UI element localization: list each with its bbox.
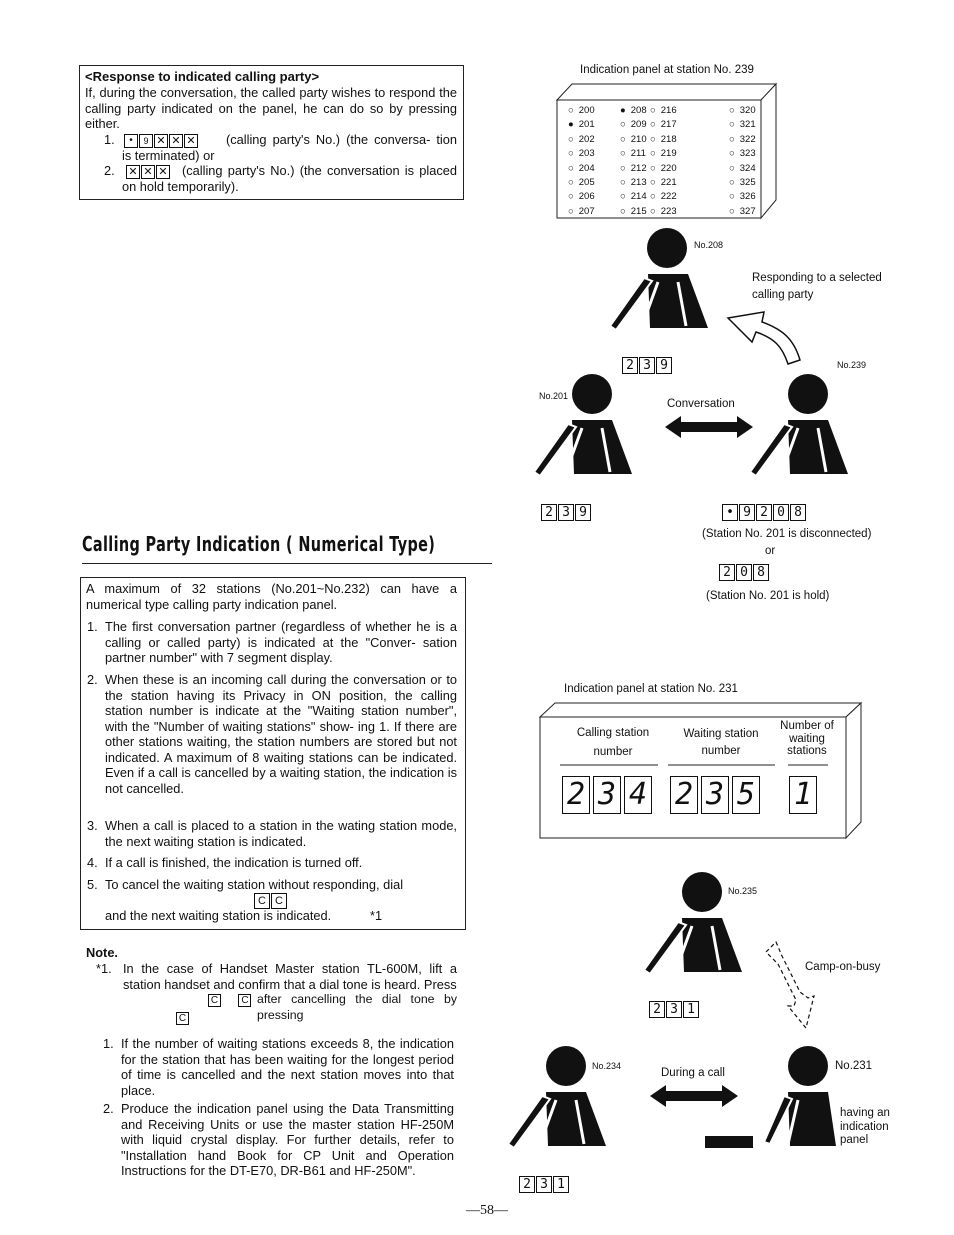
panel-lamp-item [729, 190, 756, 204]
count-digit [789, 776, 820, 814]
lamp-lit-icon: ● [568, 119, 574, 131]
x-key-icon: ✕ [141, 165, 155, 179]
lamp-number: 327 [739, 205, 756, 217]
key-digit: 9 [575, 504, 591, 521]
key-digit: 2 [719, 564, 735, 581]
page-number: —58— [466, 1203, 508, 1218]
lamp-icon: ○ [568, 148, 574, 160]
lamp-number: 211 [630, 148, 646, 160]
c-key-icon: C [238, 994, 251, 1007]
lamp-icon: ○ [729, 119, 735, 131]
lamp-number: 212 [630, 162, 647, 174]
lamp-number: 326 [739, 191, 756, 203]
lamp-number: 218 [660, 133, 677, 145]
lamp-number: 204 [578, 162, 595, 174]
key-digit: 3 [639, 357, 655, 374]
key-digit: 2 [649, 1001, 665, 1018]
conversation-label: Conversation [667, 398, 735, 410]
lamp-icon: ○ [650, 105, 656, 116]
key-digit: 2 [622, 357, 638, 374]
lamp-icon: ○ [620, 148, 626, 160]
top-panel-caption: Indication panel at station No. 239 [580, 64, 754, 76]
station-234-label: No.234 [592, 1061, 622, 1071]
key-digit: 3 [558, 504, 574, 521]
lamp-icon: ○ [568, 177, 574, 188]
key-digit: 0 [736, 564, 752, 581]
lamp-number: 201 [578, 119, 595, 131]
key-digit: 8 [753, 564, 769, 581]
lamp-icon: ○ [729, 205, 735, 217]
panel-lamp-item [729, 205, 756, 219]
note-star-text-a: In the case of Handset Master station TL-600M, lift a station handset and confirm that a dial tone is heard. Press [123, 961, 457, 992]
curved-arrow-icon [722, 296, 812, 368]
lamp-icon: ○ [729, 177, 735, 188]
lamp-number: 200 [578, 105, 595, 116]
lamp-icon: ○ [620, 205, 626, 217]
item5-tail: and the next waiting station is indicated. [105, 908, 332, 923]
panel-lamp-item [650, 133, 677, 147]
panel-lamp-item [729, 176, 756, 190]
lamp-icon: ○ [729, 148, 735, 160]
lamp-number: 223 [660, 205, 677, 217]
col-count-label: Number of waiting stations [780, 720, 834, 757]
hold-caption: (Station No. 201 is hold) [706, 590, 830, 602]
x-key-icon: ✕ [184, 134, 198, 148]
lamp-icon: ○ [650, 162, 656, 174]
lamp-icon: ○ [620, 191, 626, 203]
panel-lamp-item [620, 118, 647, 132]
dot-key-icon: • [124, 134, 138, 148]
key-digit: 1 [553, 1176, 569, 1193]
person-239-icon [748, 372, 858, 482]
panel-lamp-item [568, 205, 595, 219]
lamp-icon: ○ [620, 162, 626, 174]
x-key-icon: ✕ [154, 134, 168, 148]
response-item2-text: (calling party's No.) (the conversation is placed on hold temporarily). [122, 163, 457, 194]
lamp-icon: ○ [620, 119, 626, 131]
section-item-text: To cancel the waiting station without responding, dial [105, 877, 404, 892]
lamp-icon: ○ [729, 162, 735, 174]
lamp-number: 321 [739, 119, 756, 131]
panel-lamp-item [650, 190, 677, 204]
panel-lamp-item [729, 147, 756, 161]
note-heading: Note. [86, 945, 118, 960]
response-item2-num: 2. [104, 163, 115, 178]
person-201-icon [532, 372, 642, 482]
station-231-label: No.231 [835, 1060, 873, 1072]
station-239-label: No.239 [837, 360, 867, 370]
lamp-number: 207 [578, 205, 595, 217]
note-item-text: Produce the indication panel using the Data Transmitting and Receiving Units or use the master station HF-250M with liquid crystal display. For further details, refer to "Installation hand Book for CP Unit and Operation Instructions for the DT-E70, DR-B61 and HF-250M". [121, 1101, 454, 1178]
top-panel-lamps [568, 104, 768, 220]
section-item-text: When a call is placed to a station in the wating station mode, the next waiting station is indicated. [105, 818, 457, 849]
lamp-icon: ○ [568, 162, 574, 174]
camp-label: Camp-on-busy [805, 961, 881, 973]
section-item-number: 2. [87, 672, 98, 687]
responding-label: Responding to a selected calling party [752, 272, 882, 301]
panel-lamp-item [620, 176, 647, 190]
response-intro: If, during the conversation, the called party wishes to respond the calling party indicated on the panel, he can do so by pressing either. [85, 85, 457, 131]
section-item-text: When these is an incoming call during the conversation or to the station having its Privacy in ON position, the calling station number is indicate at the "Waiting station number", with the "Number of waiting stations" show- ing 1. If there are other stations waiting, the station numbers are stored but not indicated. A maximum of 8 waiting stations can be indicated. Even if a call is cancelled by a waiting station, the indication is not cancelled. [105, 672, 457, 796]
key-digit: 1 [683, 1001, 699, 1018]
panel-lamp-item [620, 104, 647, 118]
lamp-icon: ○ [568, 191, 574, 203]
panel-lamp-item [620, 162, 647, 176]
lamp-icon: ○ [650, 119, 656, 131]
lamp-number: 320 [739, 105, 756, 116]
section-title-text: Calling Party Indication ( Numerical Type) [82, 532, 436, 556]
key-digit: 2 [756, 504, 772, 521]
response-heading: <Response to indicated calling party> [85, 69, 320, 84]
segment-digit: 4 [624, 776, 652, 814]
lamp-number: 214 [630, 191, 647, 203]
panel-lamp-item [650, 176, 677, 190]
lamp-number: 325 [739, 177, 756, 188]
segment-digit: 2 [670, 776, 698, 814]
lamp-icon: ○ [620, 177, 626, 188]
lamp-icon: ○ [729, 191, 735, 203]
key-digit: 3 [666, 1001, 682, 1018]
lamp-icon: ○ [650, 177, 656, 188]
lamp-number: 203 [578, 148, 595, 160]
note-c-key-b [176, 1010, 190, 1028]
section-item-number: 3. [87, 818, 98, 833]
panel-lamp-item [650, 205, 677, 219]
c-key-icon: C [271, 893, 287, 909]
key-digit: 3 [536, 1176, 552, 1193]
section-item-text: The first conversation partner (regardless of whether he is a calling or called party) is indicated at the "Conver- sation partner number" with 7 segment display. [105, 619, 457, 665]
key-digit: 8 [790, 504, 806, 521]
double-arrow-icon [648, 1082, 740, 1110]
lamp-number: 220 [660, 162, 677, 174]
disconnect-caption: (Station No. 201 is disconnected) [702, 528, 872, 540]
segment-digit: 5 [732, 776, 760, 814]
indication-panel-bar [705, 1136, 753, 1148]
lamp-number: 208 [630, 105, 647, 116]
section-item-text: If a call is finished, the indication is turned off. [105, 855, 363, 870]
key-digit: 2 [519, 1176, 535, 1193]
panel-lamp-item [568, 147, 595, 161]
panel-lamp-item [650, 104, 677, 118]
lamp-number: 205 [578, 177, 595, 188]
panel-lamp-item [568, 190, 595, 204]
note-star-num: *1. [96, 961, 112, 976]
key-digit: 2 [541, 504, 557, 521]
lamp-icon: ○ [650, 191, 656, 203]
item5-ref: *1 [370, 908, 383, 923]
panel-lamp-item [650, 162, 677, 176]
lamp-number: 322 [739, 133, 756, 145]
during-label: During a call [661, 1067, 725, 1079]
lamp-icon: ○ [729, 133, 735, 145]
lamp-number: 215 [630, 205, 647, 217]
c-key-icon: C [176, 1012, 189, 1025]
display-239-b [541, 504, 592, 521]
response-item1-num: 1. [104, 132, 115, 147]
station-201-label: No.201 [539, 391, 569, 401]
lamp-icon: ○ [650, 133, 656, 145]
x-key-icon: ✕ [126, 165, 140, 179]
note-item-number: 1. [103, 1036, 114, 1051]
station-208-label: No.208 [694, 240, 724, 250]
lamp-lit-icon: ● [620, 105, 626, 116]
segment-digit: 1 [789, 776, 817, 814]
panel-lamp-item [568, 176, 595, 190]
calling-digits [562, 776, 655, 814]
key-digit: 9 [739, 504, 755, 521]
key-digit: • [722, 504, 738, 521]
nine-key-icon: 9 [139, 134, 153, 148]
lamp-icon: ○ [620, 133, 626, 145]
segment-digit: 3 [593, 776, 621, 814]
panel-lamp-item [568, 133, 595, 147]
lamp-number: 202 [578, 133, 595, 145]
waiting-digits [670, 776, 763, 814]
or-label: or [765, 545, 776, 557]
c-key-icon: C [254, 893, 270, 909]
lamp-icon: ○ [568, 205, 574, 217]
double-arrow-icon [663, 413, 755, 441]
section-intro: A maximum of 32 stations (No.201~No.232) can have a numerical type calling party indication panel. [86, 581, 457, 612]
display-disconnect [722, 504, 807, 521]
panel-lamp-item [729, 104, 756, 118]
x-key-icon: ✕ [169, 134, 183, 148]
lamp-icon: ○ [568, 105, 574, 116]
lamp-number: 210 [630, 133, 647, 145]
section-item-number: 1. [87, 619, 98, 634]
dashed-arrow-icon [760, 940, 822, 1032]
lamp-number: 323 [739, 148, 756, 160]
section-item-number: 4. [87, 855, 98, 870]
panel-lamp-item [620, 205, 647, 219]
station-235-label: No.235 [728, 886, 758, 896]
lamp-number: 222 [660, 191, 677, 203]
panel-lamp-item [620, 190, 647, 204]
lamp-number: 324 [739, 162, 756, 174]
display-231-a [649, 1001, 700, 1018]
lamp-icon: ○ [568, 133, 574, 145]
lamp-icon: ○ [650, 205, 656, 217]
panel-lamp-item [568, 162, 595, 176]
panel-lamp-item [729, 118, 756, 132]
panel-lamp-item [729, 133, 756, 147]
panel-lamp-item [620, 147, 646, 161]
panel-lamp-item [729, 162, 756, 176]
lamp-icon: ○ [729, 105, 735, 116]
having-label: having an indication panel [840, 1107, 890, 1146]
segment-digit: 2 [562, 776, 590, 814]
response-item1-text: (calling party's No.) (the conversa- tion is terminated) or [122, 132, 457, 163]
x-key-icon: ✕ [156, 165, 170, 179]
c-key-icon: C [208, 994, 221, 1007]
panel-lamp-item [650, 147, 677, 161]
lamp-number: 217 [660, 119, 677, 131]
display-hold [719, 564, 770, 581]
panel-lamp-item [650, 118, 677, 132]
segment-digit: 3 [701, 776, 729, 814]
display-231-b [519, 1176, 570, 1193]
lamp-icon: ○ [650, 148, 656, 160]
section-item-number: 5. [87, 877, 98, 892]
panel-lamp-item [568, 104, 595, 118]
lamp-number: 213 [630, 177, 647, 188]
note-item-number: 2. [103, 1101, 114, 1116]
note-c-keys-a [208, 992, 252, 1010]
lamp-number: 209 [630, 119, 647, 131]
panel-lamp-item [620, 133, 647, 147]
lamp-number: 206 [578, 191, 595, 203]
lamp-number: 221 [660, 177, 677, 188]
section-title [82, 532, 492, 564]
col-waiting-label: Waiting station number [683, 728, 759, 757]
col-calling-label: Calling station number [576, 727, 650, 758]
panel-lamp-item [568, 118, 595, 132]
note-star-text-b: after cancelling the dial tone by pressing [257, 992, 457, 1022]
bottom-panel-caption: Indication panel at station No. 231 [564, 683, 738, 695]
note-item-text: If the number of waiting stations exceeds 8, the indication for the station that has been waiting for the longest period of time is cancelled and the next station moves into that place. [121, 1036, 454, 1098]
key-digit: 0 [773, 504, 789, 521]
lamp-number: 219 [660, 148, 677, 160]
lamp-number: 216 [660, 105, 677, 116]
key-digit: 9 [656, 357, 672, 374]
